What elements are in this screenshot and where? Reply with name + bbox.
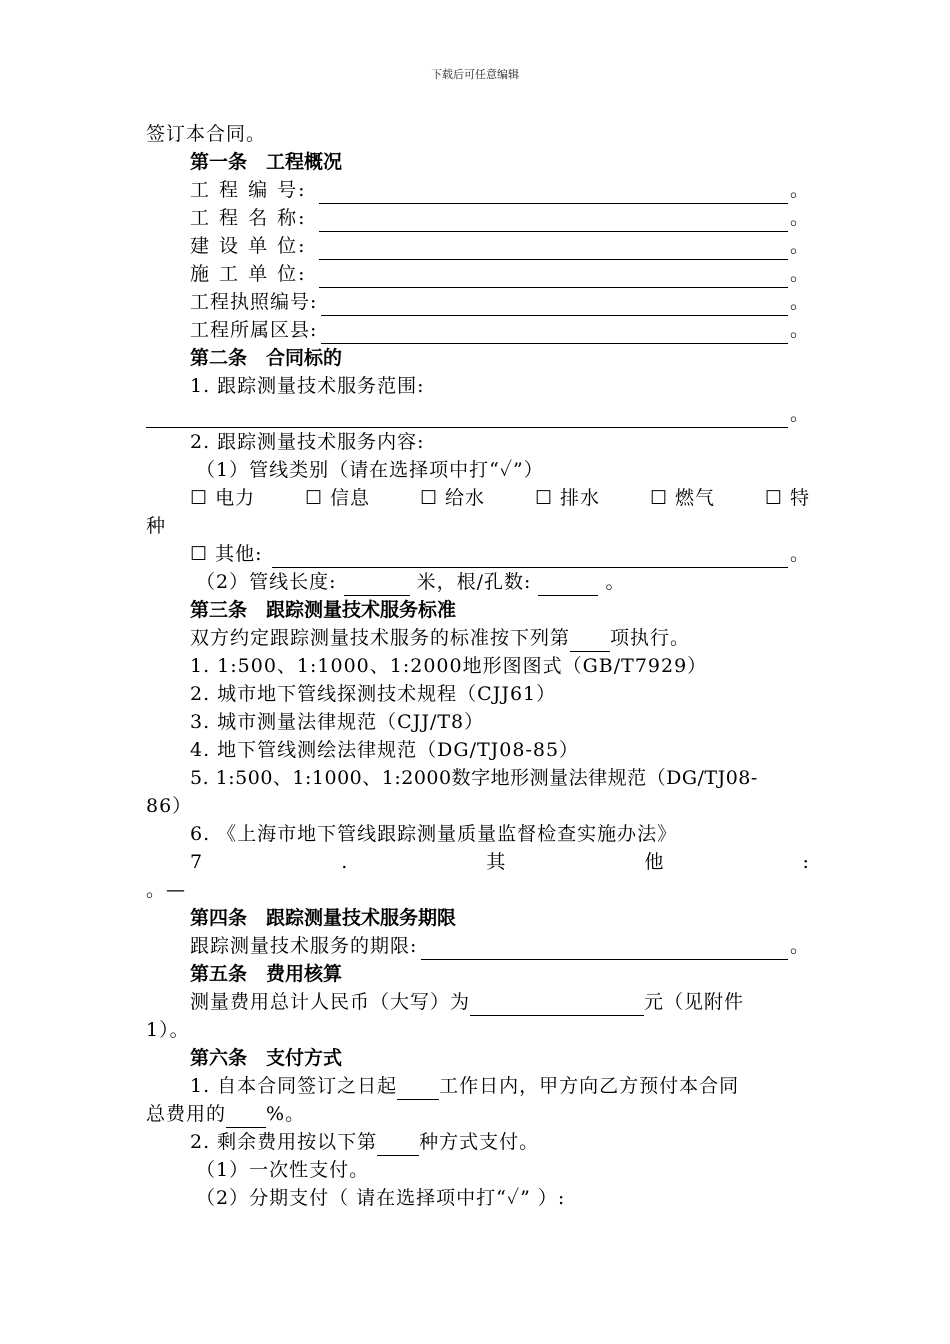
item7-char-2: 他 [644,851,665,873]
period: 。 [605,571,626,593]
standard-item-7-wrap: 。— [146,879,187,901]
prepay-wrap-text: 总费用的 [146,1103,227,1125]
period: 。 [789,543,810,565]
license-number-row [190,288,810,316]
period: 。 [789,207,810,229]
standard-item-4: 4. 地下管线测绘法律规范（DG/TJ08-85） [190,739,580,761]
period: 。 [789,319,810,341]
standard-item-3: 3. 城市测量法律规范（CJJ/T8） [190,711,485,733]
project-name-row [190,204,810,232]
remaining-text-b: 种方式支付。 [419,1131,540,1153]
service-period-input[interactable] [421,938,788,960]
article-3-title: 第三条 跟踪测量技术服务标准 [190,599,457,621]
builder-row [190,232,810,260]
payment-option-1: （1）一次性支付。 [196,1159,370,1181]
standard-intro-text: 双方约定跟踪测量技术服务的标准按下列第 [190,627,571,649]
pipe-length-row [196,568,810,596]
period: 。 [789,235,810,257]
project-number-input[interactable] [319,182,788,204]
prepay-percent-sign: %。 [266,1103,306,1125]
prepay-percent-input[interactable] [226,1106,266,1128]
builder-input[interactable] [319,238,788,260]
service-period-row [190,932,810,960]
item7-number: 7 [190,851,204,873]
district-row [190,316,810,344]
standard-item-7 [190,848,810,876]
pipe-type-options [190,484,810,512]
standard-item-2: 2. 城市地下管线探测技术规程（CJJ61） [190,683,557,705]
prepay-days-input[interactable] [397,1078,439,1100]
pipe-type-label: （1）管线类别（请在选择项中打“✓”） [196,459,544,481]
standard-item-1: 1. 1:500、1:1000、1:2000地形图图式（GB/T7929） [190,655,708,677]
contractor-row [190,260,810,288]
item7-char-1: 其 [486,851,507,873]
option-telecom-checkbox[interactable]: ☐ 信息 [304,487,371,509]
fee-total-wrap: 1）。 [146,1019,190,1041]
builder-label: 建 设 单 位: [190,235,307,257]
period: 。 [789,179,810,201]
fee-total-text: 测量费用总计人民币（大写）为 [190,991,471,1013]
pipe-length-unit: 米，根/孔数: [416,571,532,593]
article-5-title: 第五条 费用核算 [190,963,343,985]
prepay-text-b: 工作日内，甲方向乙方预付本合同 [439,1075,740,1097]
option-drainage-checkbox[interactable]: ☐ 排水 [534,487,601,509]
license-number-input[interactable] [321,294,788,316]
standard-intro [190,624,810,652]
service-scope-row [146,400,810,428]
fee-amount-input[interactable] [470,994,644,1016]
fee-total-row [190,988,810,1016]
contractor-label: 施 工 单 位: [190,263,307,285]
payment-option-2: （2）分期支付（ 请在选择项中打“✓” ）: [196,1187,566,1209]
prepay-row [190,1072,810,1100]
standard-item-6: 6. 《上海市地下管线跟踪测量质量监督检查实施办法》 [190,823,678,845]
other-input[interactable] [272,546,788,568]
project-number-label: 工 程 编 号: [190,179,307,201]
project-number-row [190,176,810,204]
payment-method-input[interactable] [377,1134,419,1156]
project-name-input[interactable] [319,210,788,232]
service-period-label: 跟踪测量技术服务的期限: [190,935,418,957]
contractor-input[interactable] [319,266,788,288]
option-power-checkbox[interactable]: ☐ 电力 [190,487,256,509]
other-row [190,540,810,568]
period: 。 [789,263,810,285]
option-special-checkbox[interactable]: ☐ 特 [764,487,810,509]
standard-item-input[interactable] [570,630,610,652]
service-content-label: 2. 跟踪测量技术服务内容: [190,431,425,453]
article-2-title: 第二条 合同标的 [190,347,343,369]
option-water-supply-checkbox[interactable]: ☐ 给水 [419,487,486,509]
district-input[interactable] [321,322,788,344]
hole-count-input[interactable] [538,574,598,596]
page-header: 下载后可任意编辑 [431,68,519,81]
pipe-length-label: （2）管线长度: [196,571,337,593]
period: 。 [789,935,810,957]
pipe-length-input[interactable] [344,574,410,596]
period: 。 [789,403,810,425]
district-label: 工程所属区县: [190,319,318,341]
license-number-label: 工程执照编号: [190,291,318,313]
option-gas-checkbox[interactable]: ☐ 燃气 [649,487,716,509]
article-1-title: 第一条 工程概况 [190,151,343,173]
period: 。 [789,291,810,313]
remaining-text-a: 2. 剩余费用按以下第 [190,1131,378,1153]
remaining-row [190,1128,810,1156]
item7-dot: . [341,851,349,873]
option-special-wrap: 种 [146,515,167,537]
service-scope-input[interactable] [146,406,788,428]
fee-total-unit: 元（见附件 [644,991,745,1013]
prepay-wrap-row [146,1100,810,1128]
prepay-text-a: 1. 自本合同签订之日起 [190,1075,398,1097]
standard-item-5: 5. 1:500、1:1000、1:2000数字地形测量法律规范（DG/TJ08- [190,767,758,789]
article-6-title: 第六条 支付方式 [190,1047,343,1069]
service-scope-label: 1. 跟踪测量技术服务范围: [190,375,425,397]
intro-text: 签订本合同。 [146,123,267,145]
standard-item-5-wrap: 86） [146,795,193,817]
item7-colon: : [802,851,810,873]
article-4-title: 第四条 跟踪测量技术服务期限 [190,907,457,929]
option-other-checkbox[interactable]: ☐ 其他: [190,543,263,565]
project-name-label: 工 程 名 称: [190,207,307,229]
standard-intro-end: 项执行。 [610,627,691,649]
